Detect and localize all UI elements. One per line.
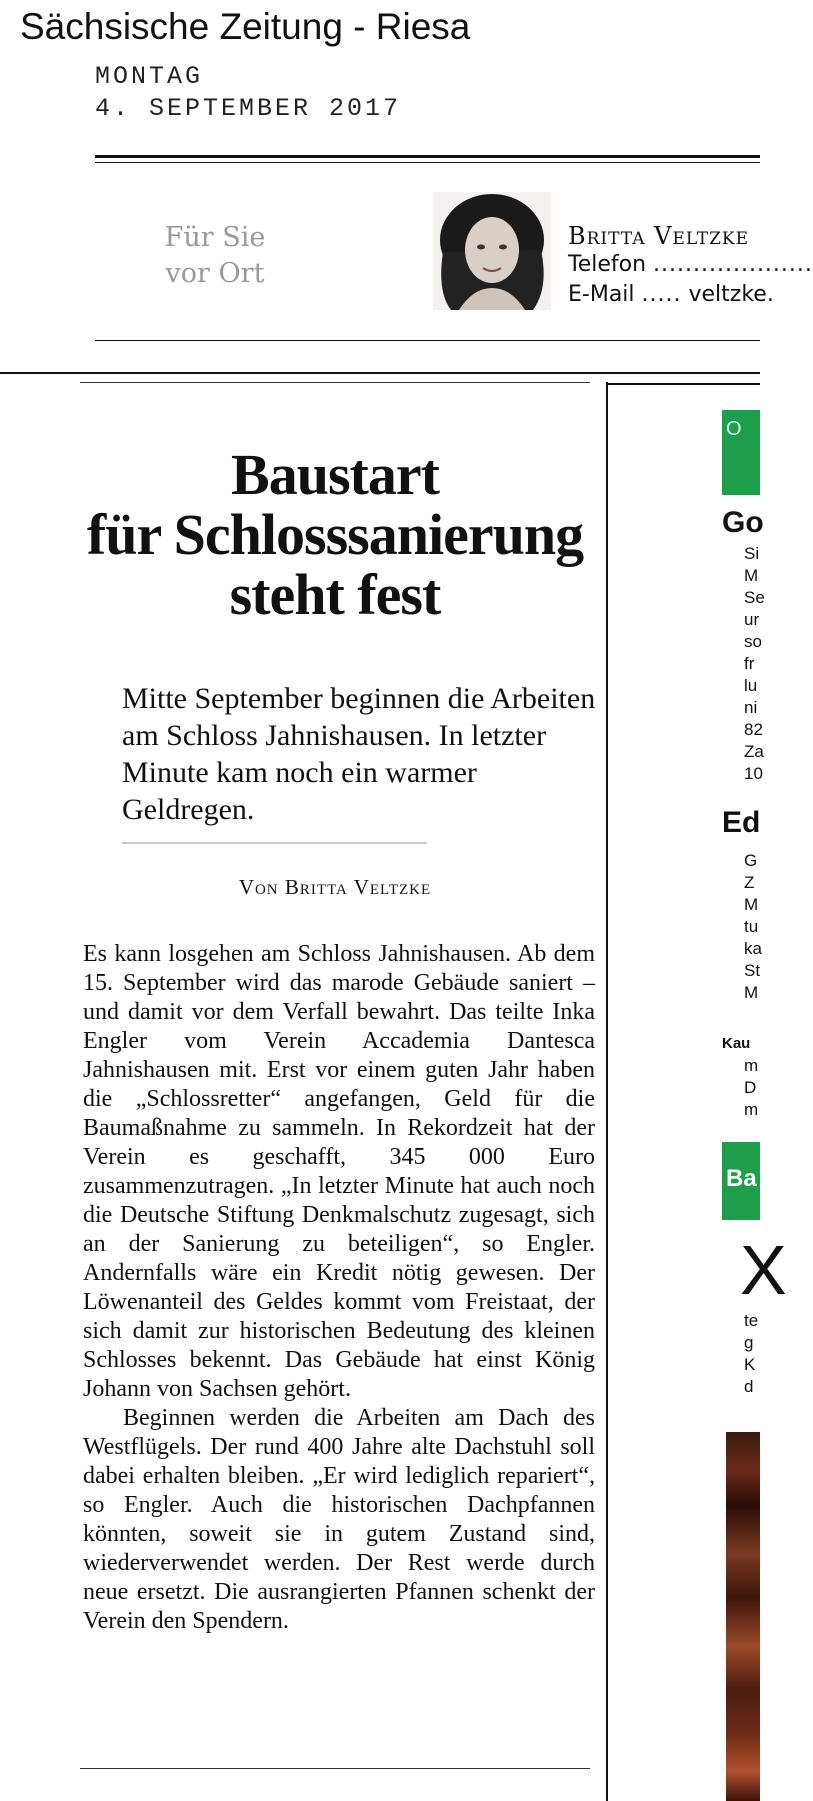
local-label-line1: Für Sie xyxy=(164,222,266,253)
subtitle-divider xyxy=(122,842,427,844)
masthead-rule-thick xyxy=(95,155,760,158)
headline-line2: für Schlosssanierung xyxy=(86,502,584,567)
headline-line1: Baustart xyxy=(231,442,439,507)
side-text-1: Si M Se ur so fr lu ni 82 Za 10 xyxy=(744,544,765,783)
masthead-rule-thin xyxy=(95,162,760,163)
contact-email xyxy=(568,282,774,307)
contact-name: Britta Veltzke xyxy=(568,222,750,250)
article-body xyxy=(83,940,595,1636)
body-paragraph-2: Beginnen werden die Arbeiten am Dach des Westflügels. Der rund 400 Jahre alte Dachstuhl soll dabei erhalten bleiben. „Er wird lediglich repariert“, so Engler. Auch die historischen Dachpfannen könnten, soweit sie in gutem Zustand sind, wiederverwendet werden. Der Rest werde durch neue ersetzt. Die ausrangierten Pfannen schenkt der Verein den Spendern. xyxy=(83,1405,595,1634)
page-rule xyxy=(0,372,760,374)
side-green-box-2-text: Ba xyxy=(726,1165,757,1192)
local-label-line2: vor Ort xyxy=(165,258,265,289)
issue-weekday: MONTAG xyxy=(95,62,204,91)
side-text-4: te g K d xyxy=(744,1311,759,1396)
side-text-3: m D m xyxy=(744,1056,759,1119)
side-photo xyxy=(726,1432,760,1801)
phone-dots: .................... xyxy=(653,252,813,277)
issue-date: 4. SEPTEMBER 2017 xyxy=(95,94,402,123)
email-value: veltzke. xyxy=(688,282,774,307)
article-rule-bottom xyxy=(80,1768,590,1769)
side-green-box-1-text: O xyxy=(726,418,742,440)
article-rule-top xyxy=(80,382,590,383)
headline-line3: steht fest xyxy=(229,562,441,627)
side-column-top-rule xyxy=(608,383,760,385)
side-big-glyph: X xyxy=(740,1231,787,1309)
side-text-2: G Z M tu ka St M xyxy=(744,851,762,1002)
side-heading-2: Ed xyxy=(722,806,761,839)
article-headline xyxy=(70,442,600,627)
header-rule xyxy=(95,340,760,341)
local-reporter-label xyxy=(150,220,280,292)
author-photo xyxy=(433,192,551,310)
email-label: E-Mail xyxy=(568,282,635,307)
article-subtitle: Mitte September beginnen die Arbeiten am Schloss Jahnishausen. In letzter Minute kam noch ein warmer Geldregen. xyxy=(122,682,596,826)
body-paragraph-1: Es kann losgehen am Schloss Jahnishausen. Ab dem 15. September wird das marode Gebäude saniert – und damit vor dem Verfall bewahrt. Das teilte Inka Engler vom Verein Accademia Dantesca Jahnishausen mit. Erst vor einem guten Jahr haben die „Schlossretter“ angefangen, Geld für die Baumaßnahme zu sammeln. In Rekordzeit hat der Verein es geschafft, 345 000 Euro zusammenzutragen. „In letzter Minute hat auch noch die Deutsche Stiftung Denkmalschutz zugesagt, sich an der Sanierung zu beteiligen“, so Engler. Andernfalls wäre ein Kredit nötig gewesen. Der Löwenanteil des Geldes kommt vom Freistaat, der sich damit zur historischen Bedeutung des kleinen Schlosses bekennt. Das Gebäude hat einst König Johann von Sachsen gehört. xyxy=(83,941,595,1402)
author-portrait-image xyxy=(433,192,551,310)
newspaper-source: Sächsische Zeitung - Riesa xyxy=(20,6,471,47)
phone-label: Telefon xyxy=(568,252,647,277)
side-label-kau: Kau xyxy=(722,1035,751,1052)
email-dots: ..... xyxy=(641,282,682,307)
article-byline: Von Britta Veltzke xyxy=(238,875,432,899)
side-heading-1: Go xyxy=(722,506,764,539)
column-separator xyxy=(606,382,608,1801)
contact-phone xyxy=(568,252,813,277)
